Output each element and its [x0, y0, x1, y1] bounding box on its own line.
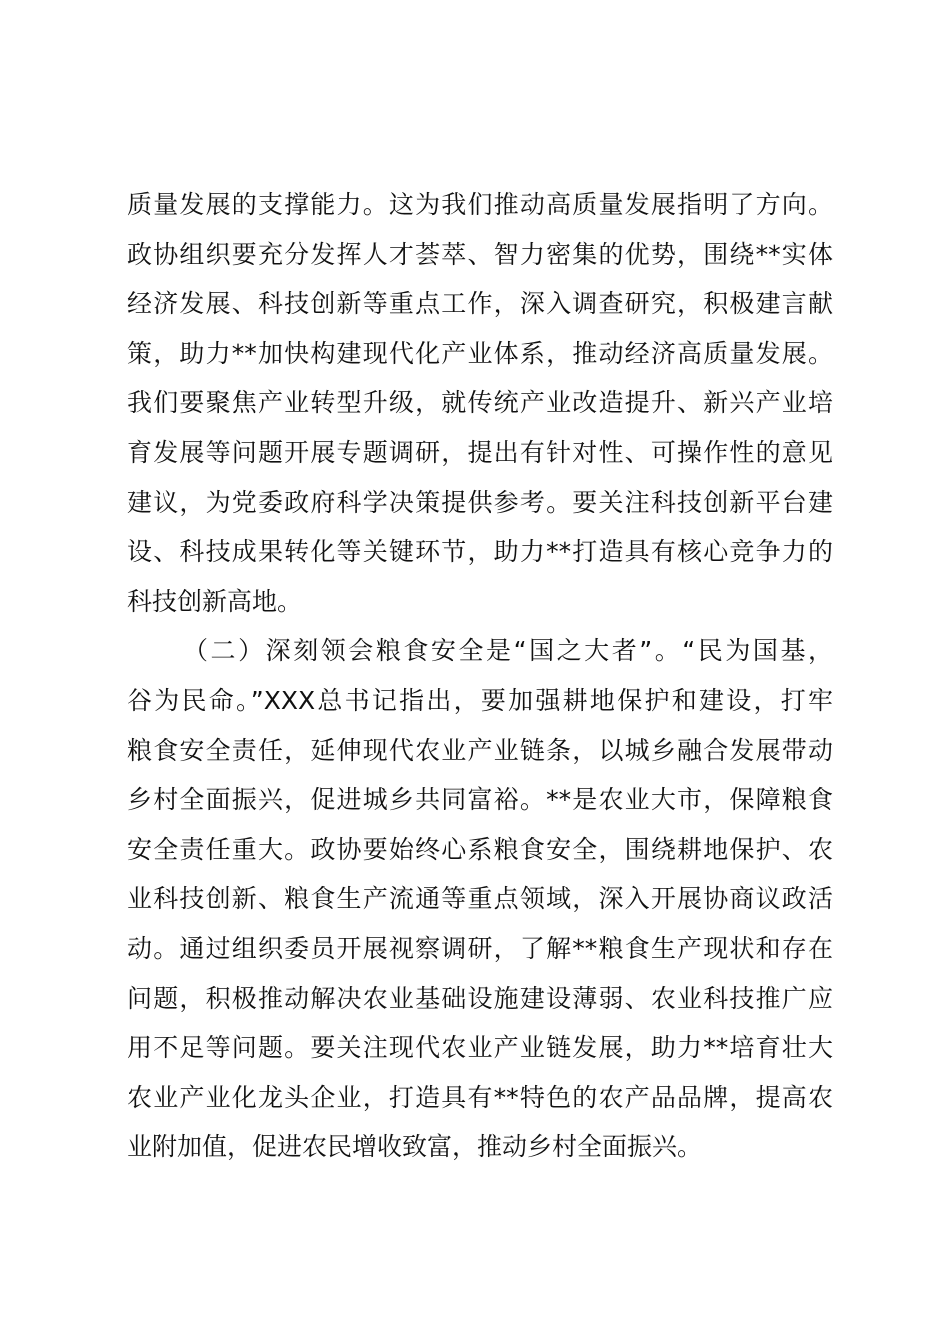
text-line: 建议，为党委政府科学决策提供参考。要关注科技创新平台建	[127, 487, 833, 517]
text-line: 我们要聚焦产业转型升级，就传统产业改造提升、新兴产业培	[127, 388, 833, 418]
text-line: 策，助力**加快构建现代化产业体系，推动经济高质量发展。	[127, 338, 833, 368]
text-line: 用不足等问题。要关注现代农业产业链发展，助力**培育壮大	[127, 1033, 833, 1063]
text-line: 业科技创新、粮食生产流通等重点领域，深入开展协商议政活	[127, 884, 833, 914]
text-line: 育发展等问题开展专题调研，提出有针对性、可操作性的意见	[127, 437, 833, 467]
text-line: 问题，积极推动解决农业基础设施建设薄弱、农业科技推广应	[127, 983, 833, 1013]
text-line: 粮食安全责任，延伸现代农业产业链条，以城乡融合发展带动	[127, 735, 833, 765]
text-line: 质量发展的支撑能力。这为我们推动高质量发展指明了方向。	[127, 190, 833, 219]
body-text	[127, 180, 833, 1172]
text-line: 农业产业化龙头企业，打造具有**特色的农产品品牌，提高农	[127, 1082, 833, 1112]
text-line: 业附加值，促进农民增收致富，推动乡村全面振兴。	[127, 1132, 703, 1162]
text-line: 乡村全面振兴，促进城乡共同富裕。**是农业大市，保障粮食	[127, 785, 833, 815]
text-line: 科技创新高地。	[127, 586, 303, 616]
text-line: 安全责任重大。政协要始终心系粮食安全，围绕耕地保护、农	[127, 834, 833, 864]
text-line: 经济发展、科技创新等重点工作，深入调查研究，积极建言献	[127, 289, 833, 319]
text-line: 动。通过组织委员开展视察调研，了解**粮食生产现状和存在	[127, 933, 833, 963]
text-line: 政协组织要充分发挥人才荟萃、智力密集的优势，围绕**实体	[127, 239, 833, 269]
text-line: 谷为民命。”XXX总书记指出，要加强耕地保护和建设，打牢	[127, 685, 833, 715]
text-line: 设、科技成果转化等关键环节，助力**打造具有核心竞争力的	[127, 537, 833, 567]
section-heading-line: （二）深刻领会粮食安全是“国之大者”。“民为国基，	[183, 636, 833, 666]
